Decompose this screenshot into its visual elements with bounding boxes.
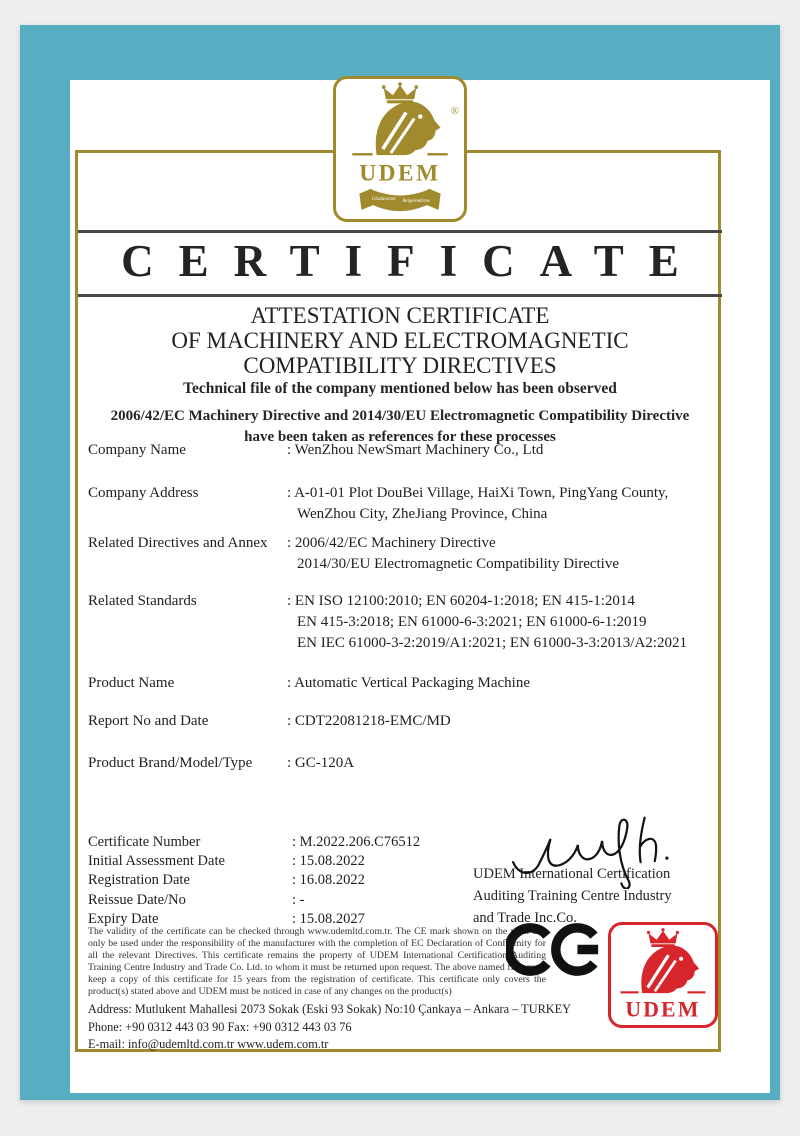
field-label: Related Directives and Annex [88, 535, 268, 551]
certificate-fields [88, 440, 716, 774]
email-line: E-mail: info@udemltd.com.tr www.udem.com.tr [88, 1037, 329, 1051]
field-value: : WenZhou NewSmart Machinery Co., Ltd [287, 442, 544, 458]
address-line: Address: Mutlukent Mahallesi 2073 Sokak (Eski 93 Sokak) No:10 Çankaya – Ankara – TURKEY [88, 1002, 572, 1016]
field-row-company-address [88, 483, 716, 525]
directive-reference-line-2: have been taken as references for these processes [244, 429, 556, 445]
field-label: Product Name [88, 675, 175, 691]
attestation-line-3: COMPATIBILITY DIRECTIVES [243, 353, 557, 378]
field-label: Company Address [88, 485, 199, 501]
cert-label: Reissue Date/No [88, 891, 186, 908]
cert-value: : M.2022.206.C76512 [292, 834, 421, 850]
cert-label: Initial Assessment Date [88, 853, 225, 870]
field-value: : Automatic Vertical Packaging Machine [287, 675, 530, 691]
udem-logo-top [333, 76, 467, 222]
field-value: EN 415-3:2018; EN 61000-6-3:2021; EN 61000-6-1:2019 [297, 614, 647, 630]
field-value: WenZhou City, ZheJiang Province, China [297, 506, 548, 522]
field-row-company-name [88, 440, 716, 461]
observed-note: Technical file of the company mentioned below has been observed [183, 380, 617, 397]
udem-wordmark-bottom: UDEM [625, 997, 701, 1022]
ce-mark-icon [506, 921, 600, 978]
field-row-product-name [88, 673, 716, 694]
ribbon-text-left: Uluslararası [371, 196, 396, 202]
cert-row-number [88, 833, 508, 852]
cert-label: Certificate Number [88, 834, 201, 850]
field-label: Product Brand/Model/Type [88, 755, 253, 771]
ribbon-banner [359, 189, 440, 212]
field-value: : CDT22081218-EMC/MD [287, 713, 451, 729]
field-row-related-standards [88, 591, 716, 654]
registered-trademark: ® [450, 105, 459, 117]
phone-line: Phone: +90 0312 443 03 90 Fax: +90 0312 443 03 76 [88, 1020, 352, 1034]
udem-wordmark-top: UDEM [359, 160, 441, 187]
signatory-line-2: Auditing Training Centre Industry [473, 888, 672, 904]
fine-print: The validity of the certificate can be checked through www.udemltd.com.tr. The CE mark shown on the right can only be used under the responsibility of the manufacturer with the completion of EC Declaration of Conformity for all the relevant Directives. This certificate remains the property of UDEM International Certification Auditing Training Centre Industry and Trade Co. Ltd. to whom it must be returned upon request. The above named firm must keep a copy of this certificate for 15 years from the registration of certificate. This certificate only covers the product(s) stated above and UDEM must be noticed in case of any changes on the product(s) [88, 926, 546, 998]
certificate-title: CERTIFICATE [121, 236, 704, 286]
field-value: : A-01-01 Plot DouBei Village, HaiXi Town, PingYang County, [287, 485, 669, 501]
attestation-heading [78, 303, 722, 378]
signature [503, 805, 675, 889]
cert-value: : 15.08.2027 [292, 910, 365, 927]
cert-row-registration [88, 871, 508, 890]
cert-row-initial-assessment [88, 852, 508, 871]
certificate-meta [88, 833, 508, 929]
cert-value: : 16.08.2022 [292, 872, 365, 889]
field-value: : 2006/42/EC Machinery Directive [287, 535, 496, 551]
signatory-line-3: and Trade Inc.Co. [473, 910, 577, 926]
field-row-related-directives [88, 533, 716, 575]
title-rule-bottom [78, 294, 722, 297]
cert-row-reissue [88, 891, 508, 910]
field-value: 2014/30/EU Electromagnetic Compatibility Directive [297, 556, 620, 572]
cert-value: : - [292, 891, 305, 908]
udem-logo-bottom [608, 922, 718, 1028]
cert-label: Registration Date [88, 872, 190, 889]
field-row-brand-model [88, 753, 716, 774]
field-label: Related Standards [88, 593, 197, 609]
field-label: Report No and Date [88, 713, 209, 729]
title-rule-top [78, 230, 722, 233]
attestation-line-1: ATTESTATION CERTIFICATE [250, 303, 550, 328]
signatory-line-1: UDEM International Certification [473, 866, 671, 882]
field-value: : EN ISO 12100:2010; EN 60204-1:2018; EN 415-1:2014 [287, 593, 635, 609]
field-value: EN IEC 61000-3-2:2019/A1:2021; EN 61000-3-3:2013/A2:2021 [297, 635, 687, 651]
cert-label: Expiry Date [88, 910, 159, 927]
ribbon-text-right: Belgelendirme [402, 198, 430, 204]
cert-value: : 15.08.2022 [292, 853, 365, 870]
field-value: : GC-120A [287, 755, 355, 771]
attestation-line-2: OF MACHINERY AND ELECTROMAGNETIC [171, 328, 629, 353]
directive-reference-line-1: 2006/42/EC Machinery Directive and 2014/30/EU Electromagnetic Compatibility Directive [110, 408, 690, 424]
field-row-report-no [88, 711, 716, 732]
field-label: Company Name [88, 442, 186, 458]
